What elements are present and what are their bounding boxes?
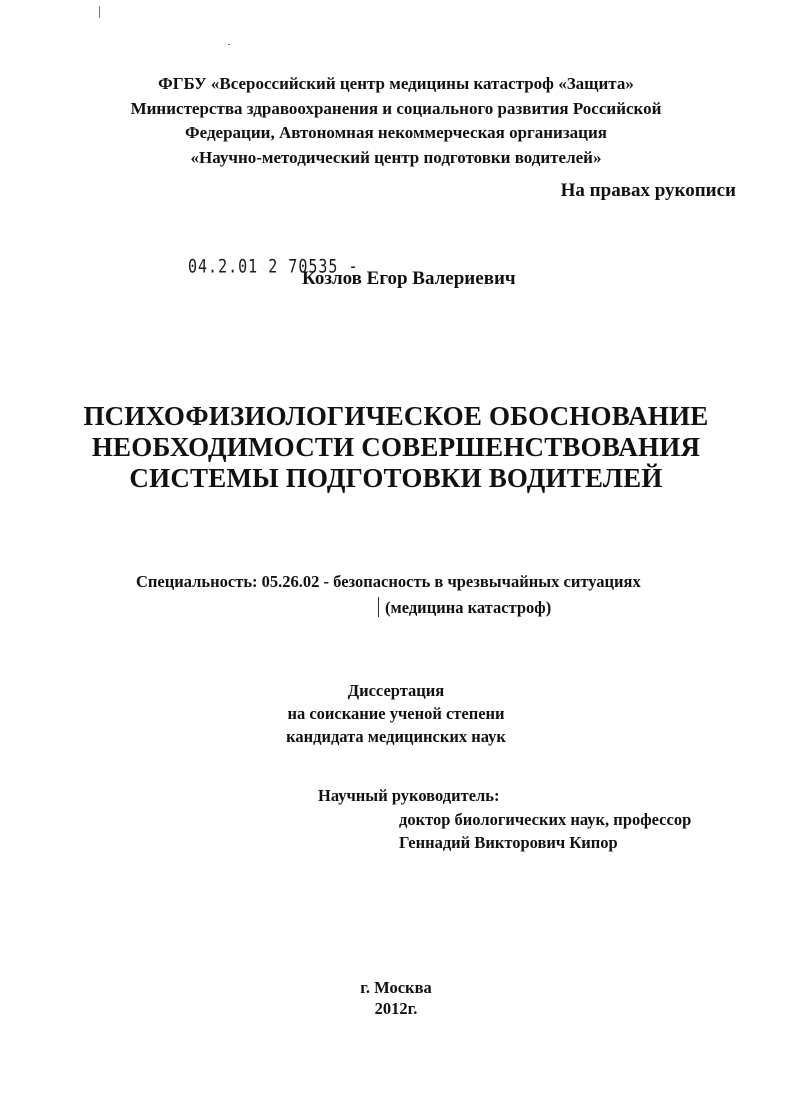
organization-line: ФГБУ «Всероссийский центр медицины катастроф «Защита» xyxy=(158,74,634,93)
title-line: ПСИХОФИЗИОЛОГИЧЕСКОЕ ОБОСНОВАНИЕ xyxy=(83,401,709,431)
specialty-line: Специальность: 05.26.02 - безопасность в чрезвычайных ситуациях xyxy=(136,572,641,591)
scan-mark xyxy=(228,44,230,45)
library-stamp-code: 04.2.01 2 70535 - xyxy=(188,255,359,278)
supervisor-degree: доктор биологических наук, профессор xyxy=(399,810,692,829)
supervisor-name: Геннадий Викторович Кипор xyxy=(399,833,618,852)
organization-line: «Научно-методический центр подготовки водителей» xyxy=(190,147,602,167)
dissertation-title xyxy=(0,401,792,494)
scan-mark xyxy=(99,6,100,18)
author-name: Козлов Егор Валериевич xyxy=(302,268,516,289)
degree-line: Диссертация xyxy=(347,681,445,700)
year: 2012г. xyxy=(374,999,418,1018)
degree-line: на соискание ученой степени xyxy=(287,704,505,723)
specialty-subline-text: (медицина катастроф) xyxy=(385,598,552,617)
supervisor-details xyxy=(399,808,691,854)
organization-line: Министерства здравоохранения и социального развития Российской xyxy=(130,98,662,118)
city: г. Москва xyxy=(360,978,432,997)
organization-line: Федерации, Автономная некоммерческая организация xyxy=(185,123,607,142)
specialty-subline xyxy=(378,597,551,618)
title-line: СИСТЕМЫ ПОДГОТОВКИ ВОДИТЕЛЕЙ xyxy=(129,463,663,493)
scan-mark xyxy=(378,597,379,617)
organization-header xyxy=(0,72,792,170)
place-and-year xyxy=(0,977,792,1019)
dissertation-degree-block xyxy=(0,679,792,748)
title-line: НЕОБХОДИМОСТИ СОВЕРШЕНСТВОВАНИЯ xyxy=(91,432,701,462)
supervisor-heading: Научный руководитель: xyxy=(318,786,500,805)
manuscript-rights-note: На правах рукописи xyxy=(560,180,736,201)
degree-line: кандидата медицинских наук xyxy=(286,727,506,746)
